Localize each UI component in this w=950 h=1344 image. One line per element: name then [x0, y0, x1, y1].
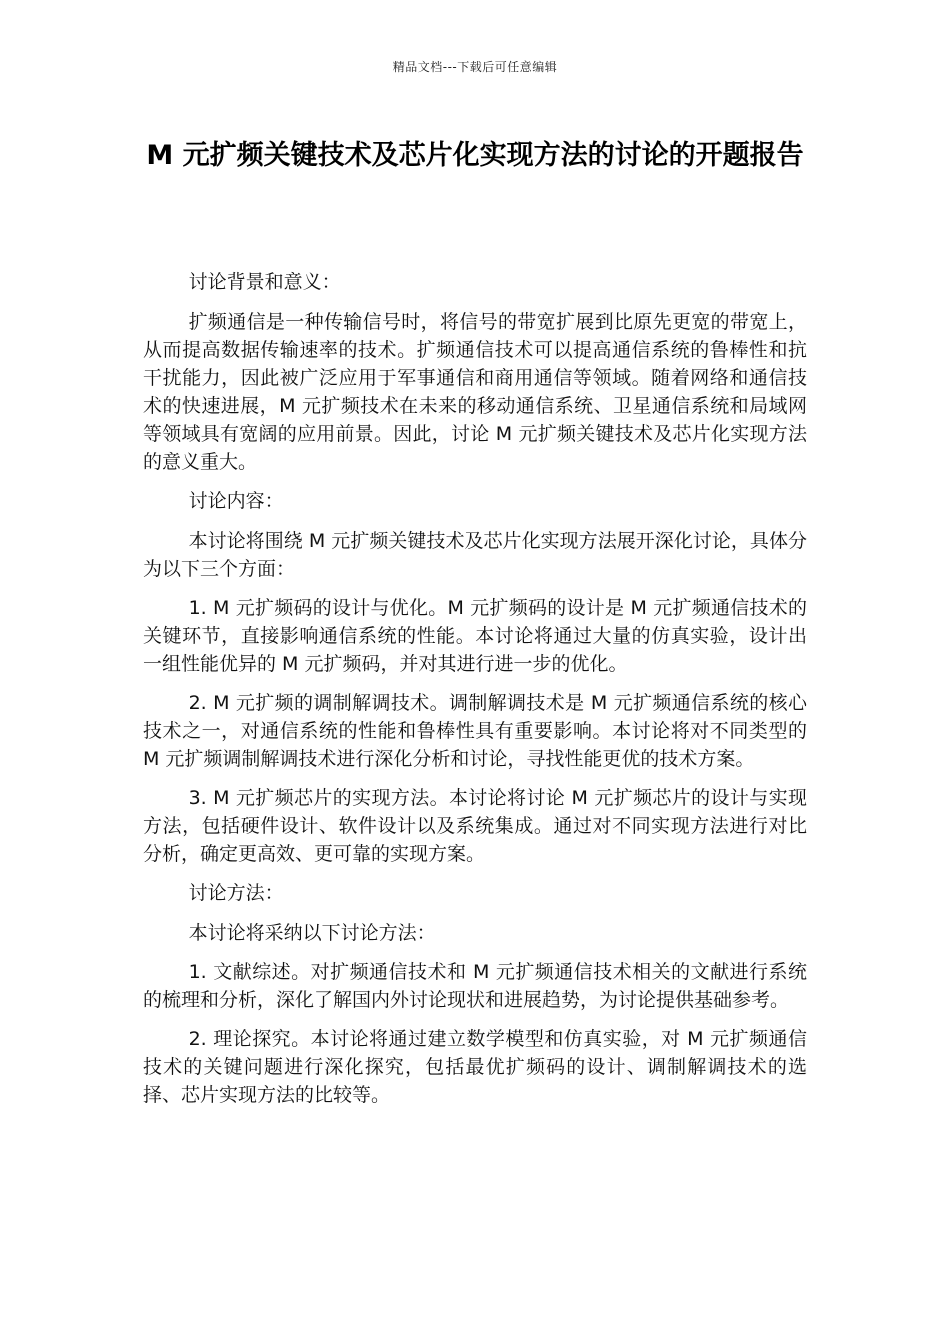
paragraph-content-item-1: 1. M 元扩频码的设计与优化。M 元扩频码的设计是 M 元扩频通信技术的关键环节，直接影响通信系统的性能。本讨论将通过大量的仿真实验，设计出一组性能优异的 M 元扩频码，并对其进行进一步的优化。 — [143, 597, 807, 675]
paragraph-methods-item-1: 1. 文献综述。对扩频通信技术和 M 元扩频通信技术相关的文献进行系统的梳理和分析，深化了解国内外讨论现状和进展趋势，为讨论提供基础参考。 — [143, 961, 807, 1011]
paragraph-methods-item-2: 2. 理论探究。本讨论将通过建立数学模型和仿真实验，对 M 元扩频通信技术的关键问题进行深化探究，包括最优扩频码的设计、调制解调技术的选择、芯片实现方法的比较等。 — [143, 1028, 807, 1106]
paragraph-content-item-3: 3. M 元扩频芯片的实现方法。本讨论将讨论 M 元扩频芯片的设计与实现方法，包括硬件设计、软件设计以及系统集成。通过对不同实现方法进行对比分析，确定更高效、更可靠的实现方案。 — [143, 787, 807, 865]
paragraph-content-intro: 本讨论将围绕 M 元扩频关键技术及芯片化实现方法展开深化讨论，具体分为以下三个方面： — [143, 530, 807, 580]
section-heading-background: 讨论背景和意义： — [188, 271, 341, 293]
document-body — [143, 268, 807, 1120]
section-heading-content: 讨论内容： — [188, 490, 284, 512]
document-title: M 元扩频关键技术及芯片化实现方法的讨论的开题报告 — [146, 140, 804, 171]
paragraph-content-item-2: 2. M 元扩频的调制解调技术。调制解调技术是 M 元扩频通信系统的核心技术之一，对通信系统的性能和鲁棒性具有重要影响。本讨论将对不同类型的 M 元扩频调制解调技术进行深化分析和讨论，寻找性能更优的技术方案。 — [143, 692, 807, 770]
section-heading-methods: 讨论方法： — [188, 882, 284, 904]
header-note: 精品文档---下载后可任意编辑 — [392, 60, 558, 74]
paragraph-methods-intro: 本讨论将采纳以下讨论方法： — [188, 922, 436, 944]
paragraph-background: 扩频通信是一种传输信号时，将信号的带宽扩展到比原先更宽的带宽上，从而提高数据传输速率的技术。扩频通信技术可以提高通信系统的鲁棒性和抗干扰能力，因此被广泛应用于军事通信和商用通信等领域。随着网络和通信技术的快速进展，M 元扩频技术在未来的移动通信系统、卫星通信系统和局域网等领域具有宽阔的应用前景。因此，讨论 M 元扩频关键技术及芯片化实现方法的意义重大。 — [143, 311, 807, 473]
